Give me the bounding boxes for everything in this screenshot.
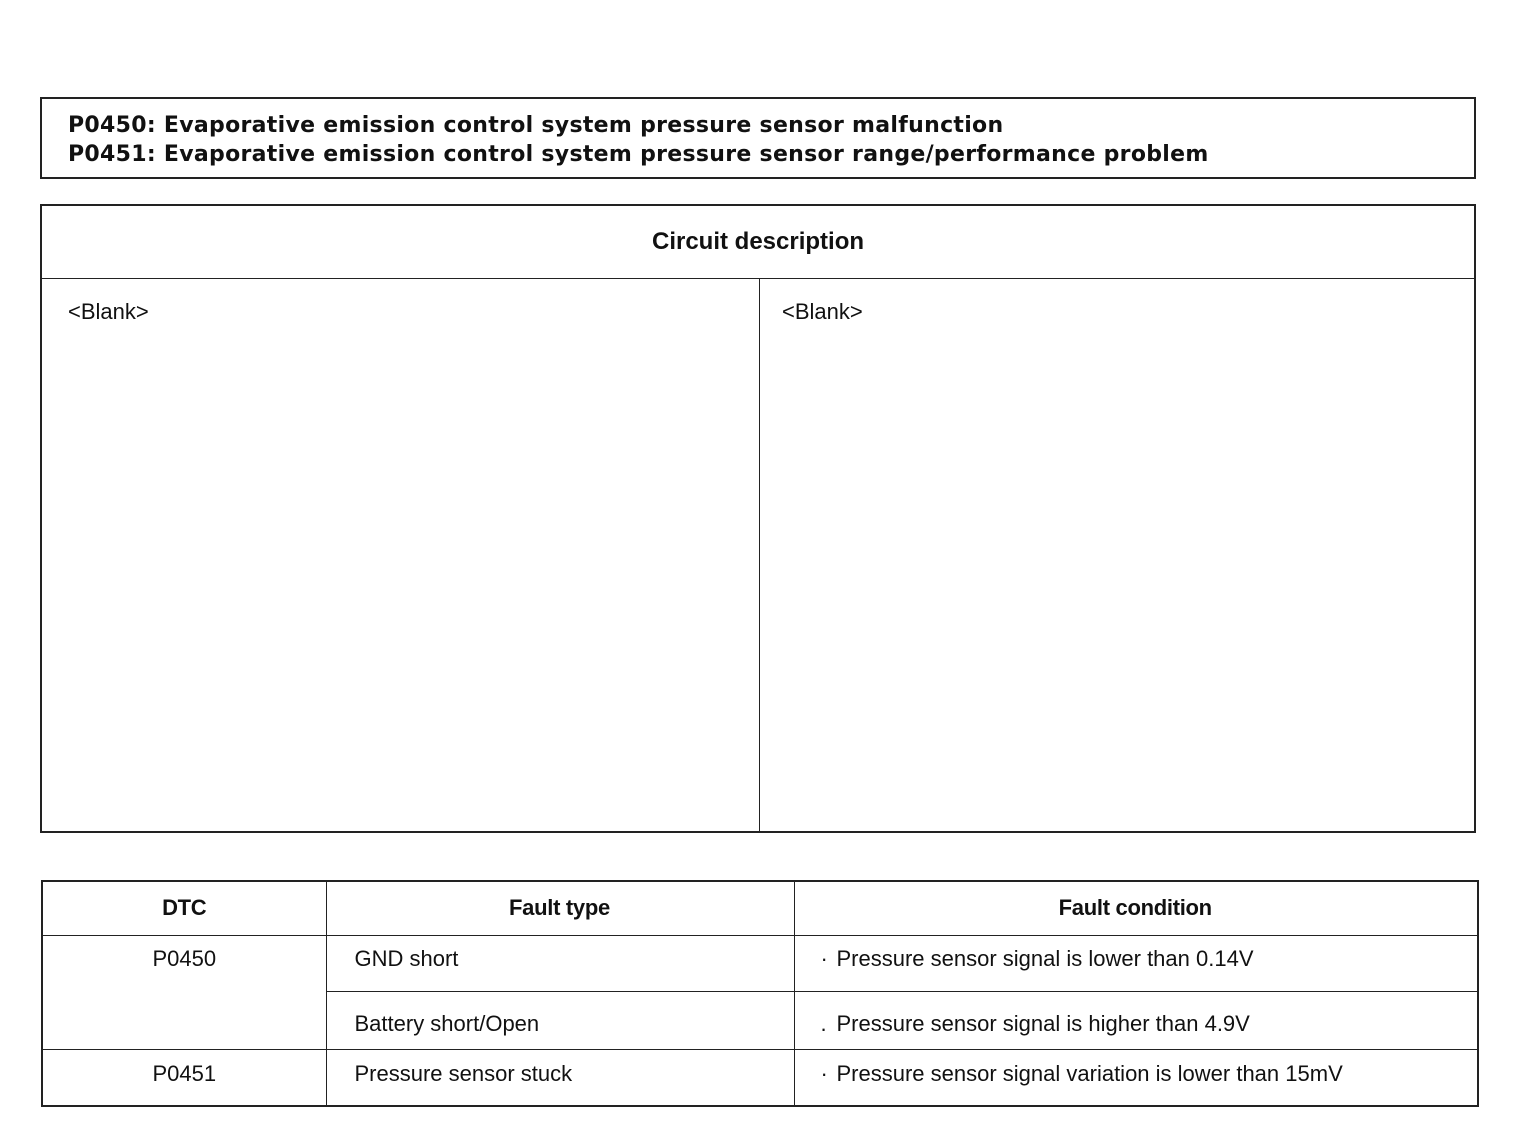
bullet-icon: . xyxy=(820,1010,827,1036)
dtc-title-p0451: P0451: Evaporative emission control system pressure sensor range/performance problem xyxy=(68,142,1209,167)
fault-condition-text: Pressure sensor signal is higher than 4.9V xyxy=(836,1010,1250,1036)
circuit-right-placeholder: <Blank> xyxy=(782,299,863,324)
header-dtc: DTC xyxy=(42,881,326,935)
fault-condition-text: Pressure sensor signal is lower than 0.14V xyxy=(836,945,1254,971)
dtc-title-box xyxy=(40,97,1476,179)
dtc-fault-table xyxy=(41,880,1479,1107)
fault-condition-cell xyxy=(794,1049,1478,1106)
circuit-description-columns xyxy=(42,279,1474,831)
circuit-description-box xyxy=(40,204,1476,833)
circuit-description-title: Circuit description xyxy=(42,206,1474,279)
dtc-title-p0450: P0450: Evaporative emission control system pressure sensor malfunction xyxy=(68,113,1004,138)
fault-type-cell: Battery short/Open xyxy=(326,991,794,1049)
circuit-right-panel xyxy=(760,279,1474,831)
circuit-left-placeholder: <Blank> xyxy=(68,299,149,324)
fault-type-cell: GND short xyxy=(326,935,794,991)
dtc-code-cell: P0451 xyxy=(42,1049,326,1106)
table-row xyxy=(42,935,1478,991)
header-fault-condition: Fault condition xyxy=(794,881,1478,935)
table-row xyxy=(42,1049,1478,1106)
dtc-code-cell: P0450 xyxy=(42,935,326,1049)
circuit-left-panel xyxy=(42,279,760,831)
bullet-icon: · xyxy=(820,945,828,971)
header-fault-type: Fault type xyxy=(326,881,794,935)
fault-condition-cell xyxy=(794,935,1478,991)
fault-condition-cell xyxy=(794,991,1478,1049)
bullet-icon: · xyxy=(820,1060,828,1086)
table-header-row xyxy=(42,881,1478,935)
fault-type-cell: Pressure sensor stuck xyxy=(326,1049,794,1106)
fault-condition-text: Pressure sensor signal variation is lower than 15mV xyxy=(836,1060,1343,1086)
